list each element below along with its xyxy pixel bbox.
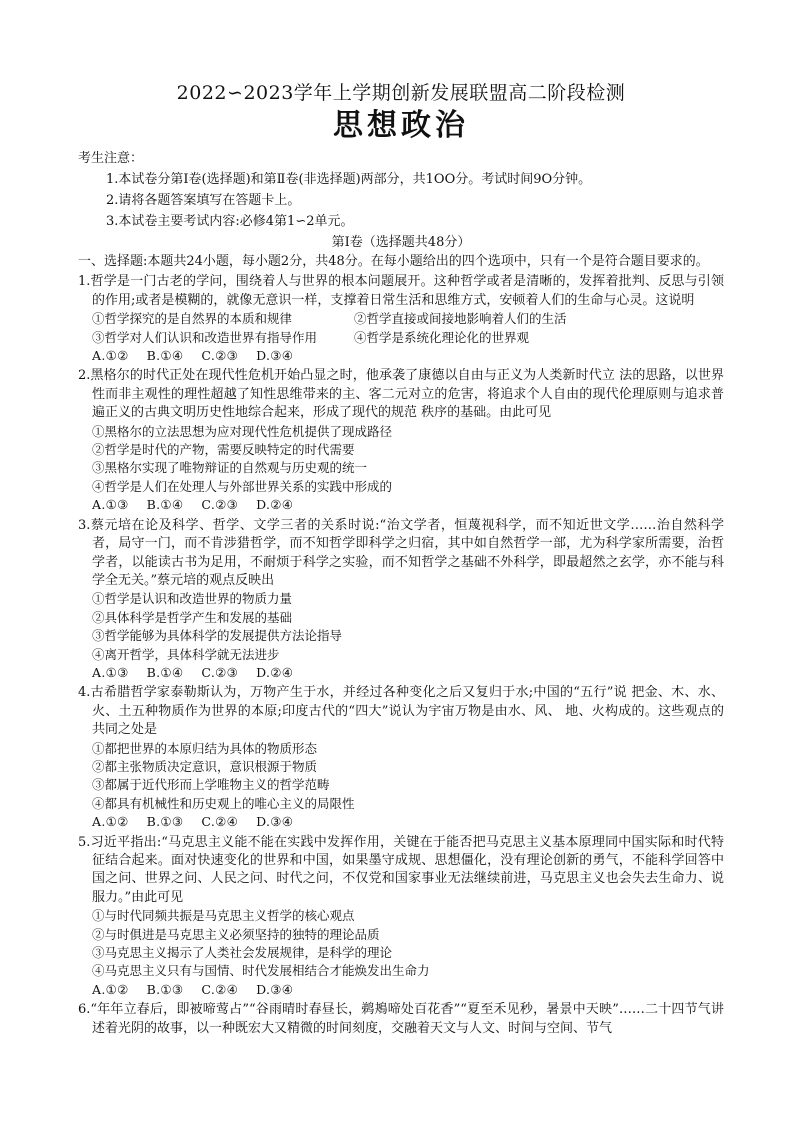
subject-title: 思想政治	[333, 108, 469, 143]
answer-choices	[78, 347, 724, 365]
option: ③马克思主义揭示了人类社会发展规律，是科学的理论	[92, 945, 393, 961]
choice-c: C.②④	[201, 814, 239, 830]
option: ①哲学探究的是自然界的本质和规律	[92, 311, 293, 327]
question-5	[78, 834, 724, 1000]
choice-b: B.①④	[146, 497, 184, 513]
option: ④马克思主义只有与国情、时代发展相结合才能焕发出生命力	[92, 963, 430, 979]
option-row	[78, 329, 724, 347]
answer-choices	[78, 813, 724, 831]
option-row	[78, 310, 724, 328]
option: ②哲学直接或间接地影响着人们的生活	[354, 311, 567, 327]
choice-a: A.①③	[92, 497, 129, 513]
option: ②都主张物质决定意识，意识根源于物质	[92, 758, 318, 774]
choice-c: C.②③	[201, 664, 239, 680]
choice-c: C.②④	[201, 981, 239, 997]
question-stem: 2.黑格尔的时代正处在现代性危机开始凸显之时，他承袭了康德以自由与正义为人类新时代立 法的思路，以世界性而非主观性的理性超越了知性思维带来的主、客二元对立的危害，将追求个人自由的现代伦理原则与追求普遍正义的古典文明历史性地综合起来，形成了现代的规范 秩序的基础。由此可见	[78, 368, 724, 421]
choice-d: D.③④	[256, 814, 294, 830]
option: ②与时俱进是马克思主义必须坚持的独特的理论品质	[92, 926, 380, 942]
question-stem: 4.古希腊哲学家泰勒斯认为，万物产生于水，并经过各种变化之后又复归于水;中国的“五行”说 把金、木、水、火、土五种物质作为世界的本原;印度古代的“四大”说认为宇宙万物是由水、风、 地、火构成的。这些观点的共同之处是	[78, 685, 724, 738]
choice-c: C.②③	[201, 348, 239, 364]
question-stem: 5.习近平指出:“马克思主义能不能在实践中发挥作用，关键在于能否把马克思主义基本原理同中国实际和时代特征结合起来。面对快速变化的世界和中国，如果墨守成规、思想僵化，没有理论创新的勇气，不能科学回答中国之问、世界之问、人民之问、时代之问，不仅党和国家事业无法继续前进，马克思主义也会失去生命力、说服力。”由此可见	[78, 834, 724, 905]
question-6	[78, 1001, 724, 1038]
choice-b: B.①④	[146, 664, 184, 680]
option: ④哲学是人们在处理人与外部世界关系的实践中形成的	[92, 478, 393, 494]
choice-b: B.①③	[146, 981, 184, 997]
choice-d: D.②④	[256, 497, 294, 513]
choice-b: B.①③	[146, 814, 184, 830]
choice-d: D.③④	[256, 348, 294, 364]
option: ②哲学是时代的产物，需要反映特定的时代需要	[92, 442, 355, 458]
notice-item: 3.本试卷主要考试内容:必修4第1∽2单元。	[106, 214, 354, 229]
option: ④离开哲学，具体科学就无法进步	[92, 646, 280, 662]
notice-heading: 考生注意：	[78, 151, 144, 166]
choice-d: D.③④	[256, 981, 294, 997]
option: ①黑格尔的立法思想为应对现代性危机提供了现成路径	[92, 423, 393, 439]
question-4	[78, 684, 724, 831]
option: ①与时代同频共振是马克思主义哲学的核心观点	[92, 908, 355, 924]
notice-block	[78, 148, 724, 232]
option: ③哲学能够为具体科学的发展提供方法论指导	[92, 628, 343, 644]
question-3	[78, 517, 724, 683]
section-title: 第Ⅰ卷（选择题共48分）	[331, 235, 471, 250]
option: ①都把世界的本原归结为具体的物质形态	[92, 740, 318, 756]
choice-d: D.②④	[256, 664, 294, 680]
question-stem: 1.哲学是一门古老的学问，围绕着人与世界的根本问题展开。这种哲学或者是清晰的，发挥着批判、反思与引领的作用;或者是模糊的，就像无意识一样，支撑着日常生活和思维方式，安顿着人们的生命与心灵。这说明	[78, 274, 724, 308]
choice-a: A.①③	[92, 664, 129, 680]
choice-a: A.①②	[92, 981, 129, 997]
answer-choices	[78, 981, 724, 999]
notice-item: 1.本试卷分第Ⅰ卷(选择题)和第Ⅱ卷(非选择题)两部分，共1OO分。考试时间9O分钟。	[106, 172, 592, 187]
section-instruction: 一、选择题:本题共24小题，每小题2分，共48分。在每小题给出的四个选项中，只有一个是符合题目要求的。	[78, 254, 709, 269]
option: ③黑格尔实现了唯物辩证的自然观与历史观的统一	[92, 460, 368, 476]
exam-title: 2022∽2023学年上学期创新发展联盟高二阶段检测	[176, 82, 626, 104]
question-2	[78, 367, 724, 514]
question-1	[78, 273, 724, 365]
option: ③都属于近代形而上学唯物主义的哲学范畴	[92, 777, 330, 793]
choice-b: B.①④	[146, 348, 184, 364]
answer-choices	[78, 664, 724, 682]
option: ②具体科学是哲学产生和发展的基础	[92, 609, 293, 625]
option: ④哲学是系统化理论化的世界观	[354, 329, 530, 345]
option: ①哲学是认识和改造世界的物质力量	[92, 591, 293, 607]
option: ③哲学对人们认识和改造世界有指导作用	[92, 329, 318, 345]
answer-choices	[78, 496, 724, 514]
option: ④都具有机械性和历史观上的唯心主义的局限性	[92, 795, 355, 811]
question-stem: 6.“年年立春后，即被啼莺占”“谷雨晴时春昼长，鹈鴂啼处百花香”“夏至禾见秒，暑景中天映”……二十四节气讲述着光阴的故事，以一种既宏大又精微的时间刻度，交融着天文与人文、时间与空间、节气	[78, 1002, 724, 1036]
choice-a: A.①②	[92, 348, 129, 364]
question-stem: 3.蔡元培在论及科学、哲学、文学三者的关系时说:“治文学者，恒蔑视科学，而不知近世文学……治自然科学者，局守一门，而不肯涉猎哲学，而不知哲学即科学之归宿，其中如自然哲学一部，尤为科学家所需要，治哲学者，以能读古书为足用，不耐烦于科学之实验，而不知哲学之基础不外科学，即最超然之玄学，亦不能与科学全无关。”蔡元培的观点反映出	[78, 517, 724, 588]
choice-a: A.①②	[92, 814, 129, 830]
choice-c: C.②③	[201, 497, 239, 513]
notice-item: 2.请将各题答案填写在答题卡上。	[106, 193, 301, 208]
